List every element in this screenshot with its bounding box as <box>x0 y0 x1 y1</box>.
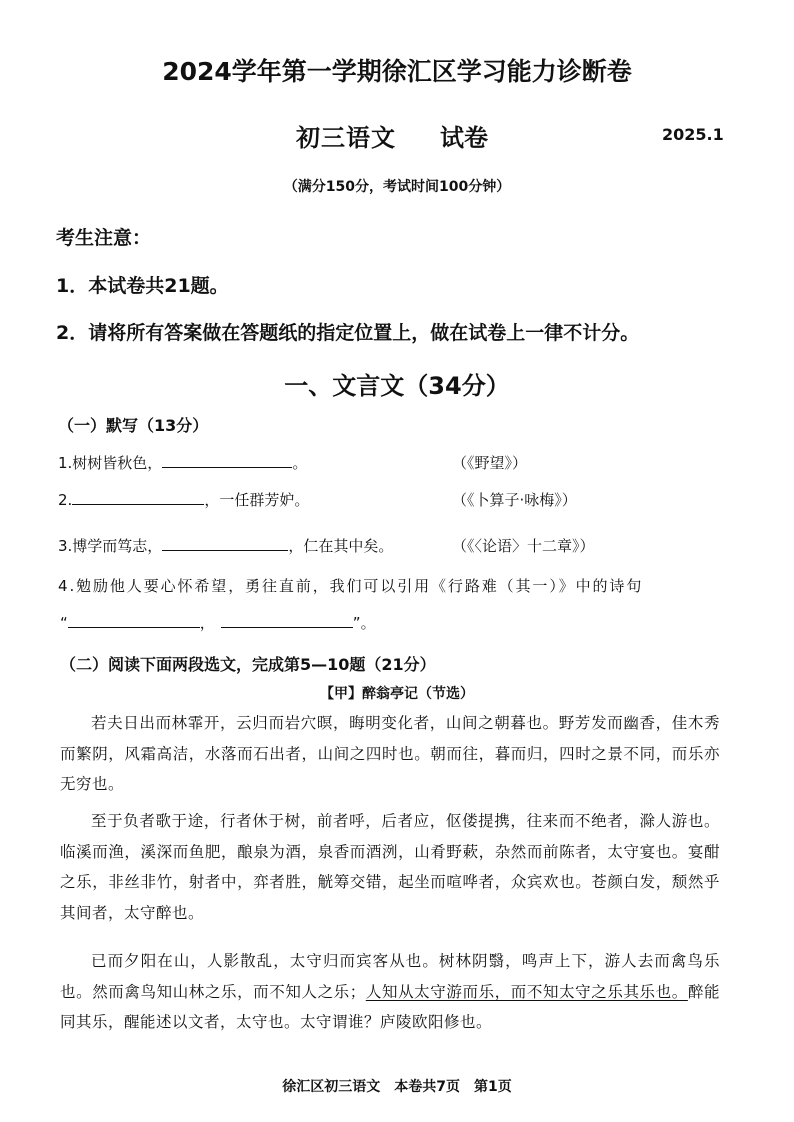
question-3-prefix: 3.博学而笃志， <box>58 537 163 555</box>
question-2-source: （《卜算子·咏梅》） <box>452 491 577 509</box>
answer-blank <box>221 613 353 628</box>
passage-title: 【甲】醉翁亭记（节选） <box>320 686 474 702</box>
question-1 <box>58 452 307 473</box>
part-1-title: （一）默写（13分） <box>58 416 209 435</box>
question-3-source: （《〈论语〉十二章》） <box>452 537 595 555</box>
question-4-answer-line <box>60 612 376 633</box>
paragraph-3-text-b: 醉能同其乐，醒能述以文者，太守也。太守谓谁？庐陵欧阳修也。 <box>60 982 720 1031</box>
question-3-suffix: ，仁在其中矣。 <box>288 537 394 555</box>
question-1-prefix: 1.树树皆秋色， <box>58 454 163 472</box>
paragraph-3-text-a: 已而夕阳在山，人影散乱，太守归而宾客从也。树林阴翳，鸣声上下，游人去而禽鸟乐也。然而禽鸟知山林之乐，而不知人之乐； <box>60 952 720 1001</box>
section-1-title: 一、文言文（34分） <box>284 372 510 400</box>
open-quote: “ <box>60 614 68 632</box>
notice-item-2: 2．请将所有答案做在答题纸的指定位置上，做在试卷上一律不计分。 <box>56 322 640 344</box>
question-3 <box>58 535 393 556</box>
comma: ， <box>199 614 215 632</box>
answer-blank <box>68 613 200 628</box>
exam-date: 2025.1 <box>662 125 724 144</box>
answer-blank <box>162 453 292 468</box>
passage-paragraph-1: 若夫日出而林霏开，云归而岩穴暝，晦明变化者，山间之朝暮也。野芳发而幽香，佳木秀而繁阴，风霜高洁，水落而石出者，山间之四时也。朝而往，暮而归，四时之景不同，而乐亦无穷也。 <box>60 714 720 793</box>
close-quote: ”。 <box>352 614 376 632</box>
notice-heading: 考生注意： <box>56 227 152 249</box>
underlined-sentence: 人知从太守游而乐，而不知太守之乐其乐也。 <box>365 982 688 1001</box>
exam-subject: 初三语文 <box>296 124 396 152</box>
page-footer: 徐汇区初三语文 本卷共7页 第1页 <box>282 1079 512 1095</box>
exam-title: 2024学年第一学期徐汇区学习能力诊断卷 <box>162 57 632 86</box>
passage-paragraph-3 <box>60 946 720 1038</box>
question-2-suffix: ，一任群芳妒。 <box>204 491 310 509</box>
question-2 <box>58 489 309 510</box>
exam-info: （满分150分，考试时间100分钟） <box>283 179 511 195</box>
question-1-source: （《野望》） <box>452 454 528 472</box>
answer-blank <box>162 536 288 551</box>
question-2-prefix: 2. <box>58 491 73 509</box>
passage-paragraph-2: 至于负者歌于途，行者休于树，前者呼，后者应，伛偻提携，往来而不绝者，滁人游也。临溪而渔，溪深而鱼肥，酿泉为酒，泉香而酒洌，山肴野蔌，杂然而前陈者，太守宴也。宴酣之乐，非丝非竹，射者中，弈者胜，觥筹交错，起坐而喧哗者，众宾欢也。苍颜白发，颓然乎其间者，太守醉也。 <box>60 812 720 922</box>
question-4: 4.勉励他人要心怀希望，勇往直前，我们可以引用《行路难（其一）》中的诗句 <box>58 577 644 595</box>
answer-blank <box>72 490 204 505</box>
part-2-title: （二）阅读下面两段选文，完成第5—10题（21分） <box>60 655 436 674</box>
question-1-suffix: 。 <box>292 454 308 472</box>
notice-item-1: 1．本试卷共21题。 <box>56 275 229 297</box>
exam-paper-label: 试卷 <box>440 124 488 152</box>
